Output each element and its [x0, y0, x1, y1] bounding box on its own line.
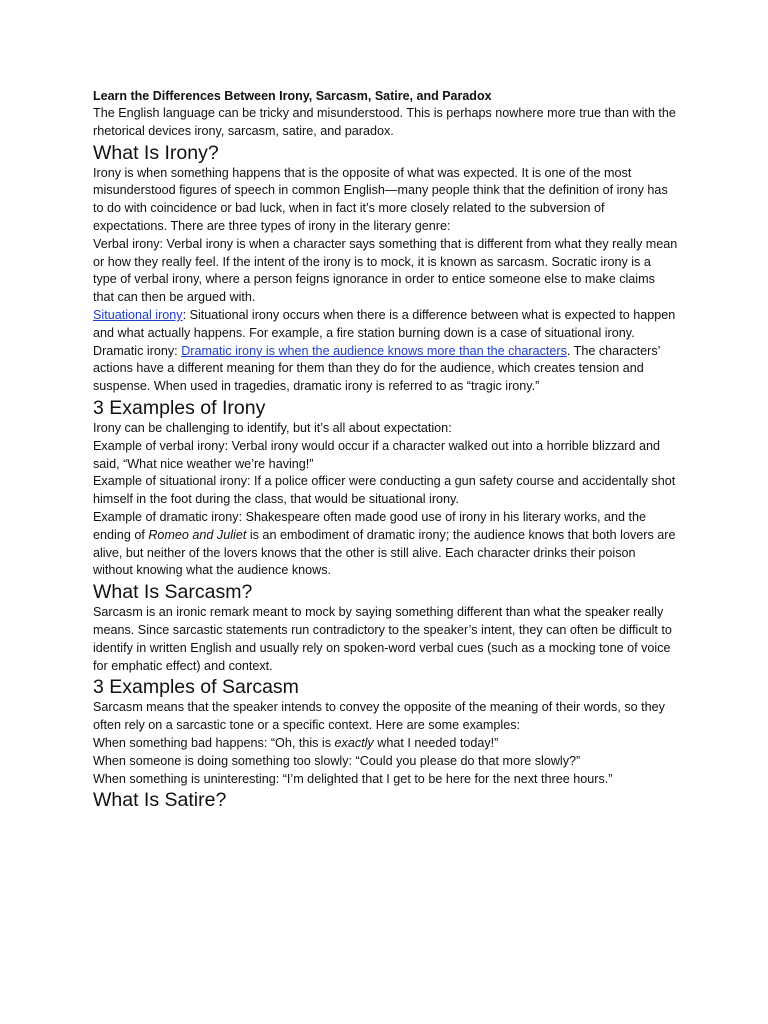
irony-examples-intro: Irony can be challenging to identify, but it’s all about expectation: [93, 420, 452, 435]
situational-irony-paragraph: Situational irony: Situational irony occurs when there is a difference between what is expected to happen and what actually happens. For example, a fire station burning down is a case of situational irony. [93, 307, 676, 340]
heading-examples-of-irony: 3 Examples of Irony [93, 396, 266, 419]
verbal-irony-paragraph: Verbal irony: Verbal irony is when a character says something that is different from what they really mean or how they really feel. If the intent of the irony is to mock, it is known as sarcasm. Socratic irony is a type of verbal irony, where a person feigns ignorance in order to entice someone else to make claims that can then be argued with. [93, 236, 678, 305]
document-page [93, 88, 678, 812]
heading-what-is-irony: What Is Irony? [93, 141, 219, 164]
romeo-and-juliet-title: Romeo and Juliet [148, 527, 247, 542]
sarcasm-example-3: When something is uninteresting: “I’m delighted that I get to be here for the next three hours.” [93, 771, 613, 786]
dramatic-irony-paragraph: Dramatic irony: Dramatic irony is when the audience knows more than the characters. The characters’ actions have a different meaning for them than they do for the audience, which creates tension and suspense. When used in tragedies, dramatic irony is referred to as “tragic irony.” [93, 343, 660, 394]
sarcasm-example-1: When something bad happens: “Oh, this is exactly what I needed today!” [93, 735, 499, 750]
intro-paragraph: The English language can be tricky and misunderstood. This is perhaps nowhere more true than with the rhetorical devices irony, sarcasm, satire, and paradox. [93, 106, 676, 138]
heading-what-is-satire: What Is Satire? [93, 789, 227, 812]
heading-examples-of-sarcasm: 3 Examples of Sarcasm [93, 676, 299, 699]
situational-irony-example: Example of situational irony: If a police officer were conducting a gun safety course and accidentally shot himself in the foot during the class, that would be situational irony. [93, 474, 676, 507]
verbal-irony-example: Example of verbal irony: Verbal irony would occur if a character walked out into a horrible blizzard and said, “What nice weather we’re having!” [93, 438, 661, 471]
dramatic-irony-link[interactable]: Dramatic irony is when the audience knows more than the characters [181, 343, 567, 358]
sarcasm-examples-intro: Sarcasm means that the speaker intends to convey the opposite of the meaning of their words, so they often rely on a sarcastic tone or a specific context. Here are some examples: [93, 700, 665, 733]
dramatic-irony-example: Example of dramatic irony: Shakespeare often made good use of irony in his literary works, and the ending of Romeo and Juliet is an embodiment of dramatic irony; the audience knows that both lovers are alive, but neither of the lovers knows that the other is still alive. Each character drinks their poison without knowing what the audience knows. [93, 509, 676, 578]
sarcasm-example-2: When someone is doing something too slowly: “Could you please do that more slowly?” [93, 753, 581, 768]
document-title: Learn the Differences Between Irony, Sarcasm, Satire, and Paradox [93, 89, 492, 103]
heading-what-is-sarcasm: What Is Sarcasm? [93, 581, 253, 604]
irony-definition: Irony is when something happens that is the opposite of what was expected. It is one of the most misunderstood figures of speech in common English—many people think that the definition of irony has to do with coincidence or bad luck, when in fact it’s more closely related to the subversion of expectations. There are three types of irony in the literary genre: [93, 165, 668, 233]
situational-irony-link[interactable]: Situational irony [93, 307, 183, 322]
sarcasm-definition: Sarcasm is an ironic remark meant to mock by saying something different than what the speaker really means. Since sarcastic statements run contradictory to the speaker’s intent, they can often be difficult to identify in written English and usually rely on spoken-word verbal cues (such as a mocking tone of voice for emphatic effect) and context. [93, 605, 672, 673]
